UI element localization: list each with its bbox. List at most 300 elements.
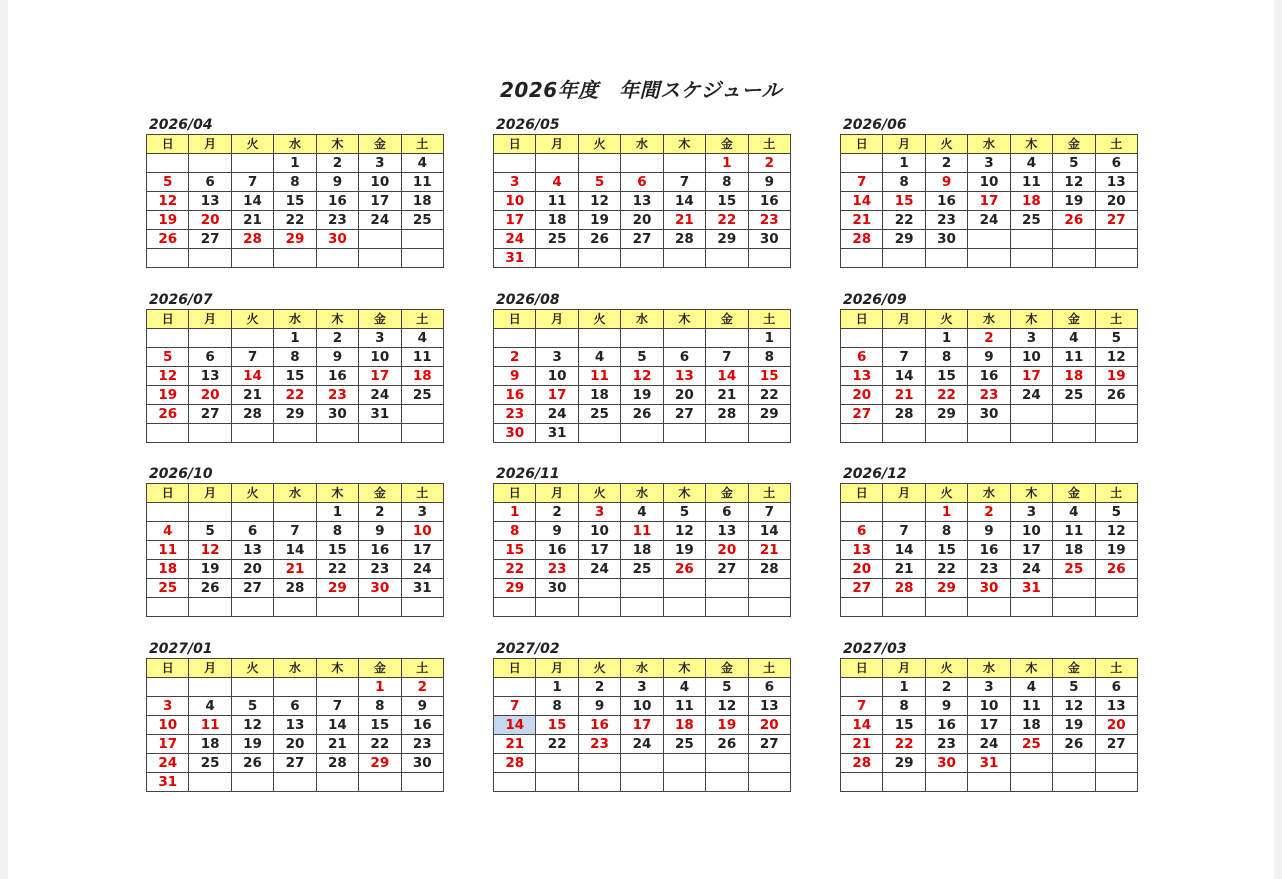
day-cell[interactable]: 8 [883,697,925,716]
day-cell[interactable]: 29 [883,230,925,249]
day-cell[interactable]: 19 [621,386,663,405]
day-cell[interactable]: 7 [316,697,358,716]
day-cell[interactable]: 25 [189,754,231,773]
day-cell[interactable]: 16 [925,716,967,735]
day-cell[interactable]: 25 [578,405,620,424]
day-cell[interactable]: 30 [316,230,358,249]
day-cell[interactable]: 7 [663,173,705,192]
day-cell[interactable]: 1 [925,503,967,522]
day-cell[interactable]: 10 [147,716,189,735]
day-cell[interactable]: 10 [1010,522,1052,541]
day-cell[interactable]: 13 [621,192,663,211]
day-cell[interactable]: 1 [925,329,967,348]
day-cell[interactable]: 18 [1010,192,1052,211]
day-cell[interactable]: 30 [359,579,401,598]
day-cell[interactable]: 4 [1010,678,1052,697]
day-cell[interactable]: 17 [968,192,1010,211]
day-cell[interactable]: 15 [274,192,316,211]
day-cell[interactable]: 12 [1095,348,1137,367]
day-cell[interactable]: 21 [663,211,705,230]
day-cell[interactable]: 17 [401,541,443,560]
day-cell[interactable]: 27 [748,735,790,754]
day-cell[interactable]: 30 [748,230,790,249]
day-cell[interactable]: 4 [147,522,189,541]
day-cell[interactable]: 6 [1095,154,1137,173]
day-cell[interactable]: 14 [748,522,790,541]
day-cell[interactable]: 14 [706,367,748,386]
day-cell[interactable]: 17 [968,716,1010,735]
day-cell[interactable]: 25 [401,211,443,230]
day-cell[interactable]: 8 [536,697,578,716]
day-cell[interactable]: 17 [147,735,189,754]
day-cell[interactable]: 1 [274,154,316,173]
day-cell[interactable]: 18 [147,560,189,579]
day-cell[interactable]: 29 [359,754,401,773]
day-cell[interactable]: 11 [621,522,663,541]
day-cell[interactable]: 26 [189,579,231,598]
day-cell[interactable]: 27 [1095,211,1137,230]
day-cell[interactable]: 17 [1010,367,1052,386]
day-cell[interactable]: 22 [274,211,316,230]
day-cell[interactable]: 26 [1053,735,1095,754]
day-cell[interactable]: 21 [841,735,883,754]
day-cell[interactable]: 11 [536,192,578,211]
day-cell[interactable]: 3 [536,348,578,367]
day-cell[interactable]: 5 [1053,678,1095,697]
day-cell[interactable]: 4 [621,503,663,522]
day-cell[interactable]: 12 [706,697,748,716]
day-cell[interactable]: 4 [578,348,620,367]
day-cell[interactable]: 24 [968,735,1010,754]
day-cell[interactable]: 31 [359,405,401,424]
day-cell[interactable]: 10 [536,367,578,386]
day-cell[interactable]: 9 [578,697,620,716]
day-cell[interactable]: 17 [621,716,663,735]
day-cell[interactable]: 31 [147,773,189,792]
day-cell[interactable]: 18 [578,386,620,405]
day-cell[interactable]: 26 [621,405,663,424]
day-cell[interactable]: 9 [316,348,358,367]
day-cell[interactable]: 29 [925,405,967,424]
day-cell[interactable]: 22 [883,211,925,230]
day-cell[interactable]: 8 [274,173,316,192]
day-cell[interactable]: 21 [316,735,358,754]
day-cell[interactable]: 28 [883,579,925,598]
day-cell[interactable]: 9 [748,173,790,192]
day-cell[interactable]: 7 [883,522,925,541]
day-cell[interactable]: 8 [494,522,536,541]
day-cell[interactable]: 26 [663,560,705,579]
day-cell[interactable]: 28 [663,230,705,249]
day-cell[interactable]: 1 [274,329,316,348]
day-cell[interactable]: 25 [536,230,578,249]
day-cell[interactable]: 21 [883,386,925,405]
day-cell[interactable]: 29 [925,579,967,598]
day-cell[interactable]: 19 [189,560,231,579]
day-cell[interactable]: 5 [1053,154,1095,173]
day-cell[interactable]: 2 [578,678,620,697]
day-cell[interactable]: 25 [1010,735,1052,754]
day-cell[interactable]: 17 [536,386,578,405]
day-cell[interactable]: 12 [231,716,273,735]
day-cell[interactable]: 2 [316,154,358,173]
day-cell[interactable]: 20 [841,386,883,405]
day-cell[interactable]: 17 [494,211,536,230]
day-cell[interactable]: 22 [925,386,967,405]
day-cell[interactable]: 16 [578,716,620,735]
day-cell[interactable]: 28 [494,754,536,773]
day-cell[interactable]: 12 [578,192,620,211]
day-cell[interactable]: 5 [147,348,189,367]
day-cell[interactable]: 31 [494,249,536,268]
day-cell[interactable]: 3 [621,678,663,697]
day-cell[interactable]: 5 [1095,503,1137,522]
day-cell[interactable]: 12 [621,367,663,386]
day-cell[interactable]: 5 [147,173,189,192]
day-cell[interactable]: 1 [536,678,578,697]
day-cell[interactable]: 2 [968,503,1010,522]
day-cell[interactable]: 11 [401,348,443,367]
day-cell[interactable]: 20 [841,560,883,579]
day-cell[interactable]: 18 [401,367,443,386]
day-cell[interactable]: 19 [147,386,189,405]
day-cell[interactable]: 27 [1095,735,1137,754]
day-cell[interactable]: 18 [1053,541,1095,560]
day-cell[interactable]: 14 [274,541,316,560]
day-cell[interactable]: 6 [748,678,790,697]
day-cell[interactable]: 23 [748,211,790,230]
day-cell[interactable]: 3 [147,697,189,716]
day-cell[interactable]: 9 [968,522,1010,541]
day-cell[interactable]: 24 [494,230,536,249]
day-cell[interactable]: 11 [147,541,189,560]
day-cell[interactable]: 18 [1053,367,1095,386]
day-cell[interactable]: 22 [316,560,358,579]
day-cell[interactable]: 23 [925,211,967,230]
day-cell[interactable]: 6 [841,522,883,541]
day-cell[interactable]: 22 [274,386,316,405]
day-cell[interactable]: 20 [663,386,705,405]
day-cell[interactable]: 14 [883,367,925,386]
day-cell[interactable]: 25 [147,579,189,598]
day-cell[interactable]: 3 [494,173,536,192]
day-cell[interactable]: 24 [359,386,401,405]
day-cell[interactable]: 14 [883,541,925,560]
day-cell[interactable]: 4 [536,173,578,192]
day-cell[interactable]: 23 [536,560,578,579]
day-cell[interactable]: 14 [663,192,705,211]
day-cell[interactable]: 28 [231,405,273,424]
day-cell[interactable]: 8 [748,348,790,367]
day-cell[interactable]: 5 [1095,329,1137,348]
day-cell[interactable]: 15 [883,716,925,735]
day-cell[interactable]: 25 [1053,386,1095,405]
day-cell[interactable]: 4 [1053,329,1095,348]
day-cell[interactable]: 24 [536,405,578,424]
day-cell[interactable]: 30 [968,405,1010,424]
day-cell[interactable]: 6 [1095,678,1137,697]
day-cell[interactable]: 27 [621,230,663,249]
day-cell[interactable]: 9 [316,173,358,192]
day-cell[interactable]: 22 [748,386,790,405]
day-cell[interactable]: 21 [841,211,883,230]
day-cell[interactable]: 28 [706,405,748,424]
day-cell[interactable]: 24 [621,735,663,754]
day-cell[interactable]: 15 [925,541,967,560]
day-cell[interactable]: 13 [274,716,316,735]
day-cell[interactable]: 6 [706,503,748,522]
day-cell[interactable]: 10 [401,522,443,541]
day-cell[interactable]: 12 [663,522,705,541]
day-cell[interactable]: 31 [968,754,1010,773]
day-cell[interactable]: 23 [968,560,1010,579]
day-cell[interactable]: 9 [925,173,967,192]
day-cell[interactable]: 3 [359,329,401,348]
day-cell[interactable]: 4 [401,329,443,348]
day-cell[interactable]: 28 [841,754,883,773]
day-cell[interactable]: 30 [925,230,967,249]
day-cell[interactable]: 31 [536,424,578,443]
day-cell[interactable]: 11 [189,716,231,735]
day-cell[interactable]: 14 [231,192,273,211]
day-cell[interactable]: 4 [189,697,231,716]
day-cell[interactable]: 19 [231,735,273,754]
day-cell[interactable]: 4 [663,678,705,697]
day-cell[interactable]: 28 [841,230,883,249]
day-cell[interactable]: 29 [274,405,316,424]
day-cell[interactable]: 15 [316,541,358,560]
day-cell[interactable]: 18 [1010,716,1052,735]
day-cell[interactable]: 24 [1010,560,1052,579]
day-cell[interactable]: 30 [401,754,443,773]
day-cell[interactable]: 20 [274,735,316,754]
day-cell[interactable]: 31 [1010,579,1052,598]
day-cell[interactable]: 13 [1095,173,1137,192]
day-cell[interactable]: 23 [494,405,536,424]
day-cell[interactable]: 23 [316,386,358,405]
day-cell[interactable]: 22 [706,211,748,230]
day-cell[interactable]: 12 [1053,173,1095,192]
day-cell[interactable]: 30 [968,579,1010,598]
day-cell[interactable]: 1 [883,154,925,173]
day-cell[interactable]: 2 [494,348,536,367]
day-cell[interactable]: 11 [1010,697,1052,716]
day-cell[interactable]: 20 [189,211,231,230]
day-cell[interactable]: 28 [231,230,273,249]
day-cell[interactable]: 26 [231,754,273,773]
day-cell[interactable]: 22 [925,560,967,579]
day-cell[interactable]: 18 [401,192,443,211]
day-cell[interactable]: 19 [1053,192,1095,211]
day-cell[interactable]: 8 [925,522,967,541]
day-cell[interactable]: 16 [536,541,578,560]
day-cell[interactable]: 23 [968,386,1010,405]
day-cell[interactable]: 13 [231,541,273,560]
day-cell[interactable]: 26 [1095,560,1137,579]
day-cell[interactable]: 21 [748,541,790,560]
day-cell[interactable]: 5 [621,348,663,367]
day-cell[interactable]: 27 [274,754,316,773]
day-cell[interactable]: 24 [359,211,401,230]
day-cell[interactable]: 28 [883,405,925,424]
day-cell[interactable]: 2 [401,678,443,697]
day-cell[interactable]: 18 [663,716,705,735]
day-cell[interactable]: 26 [578,230,620,249]
day-cell[interactable]: 9 [359,522,401,541]
day-cell[interactable]: 13 [748,697,790,716]
day-cell[interactable]: 22 [494,560,536,579]
day-cell[interactable]: 30 [536,579,578,598]
day-cell[interactable]: 15 [359,716,401,735]
day-cell[interactable]: 12 [1095,522,1137,541]
day-cell[interactable]: 27 [189,405,231,424]
day-cell[interactable]: 16 [316,192,358,211]
day-cell[interactable]: 16 [748,192,790,211]
day-cell[interactable]: 15 [274,367,316,386]
day-cell[interactable]: 28 [274,579,316,598]
day-cell[interactable]: 17 [1010,541,1052,560]
day-cell[interactable]: 10 [359,173,401,192]
day-cell[interactable]: 23 [359,560,401,579]
day-cell[interactable]: 7 [748,503,790,522]
day-cell[interactable]: 21 [231,211,273,230]
day-cell[interactable]: 3 [968,678,1010,697]
day-cell[interactable]: 28 [748,560,790,579]
day-cell[interactable]: 2 [536,503,578,522]
day-cell[interactable]: 10 [621,697,663,716]
day-cell[interactable]: 18 [536,211,578,230]
day-cell[interactable]: 9 [968,348,1010,367]
day-cell[interactable]: 11 [578,367,620,386]
day-cell[interactable]: 22 [359,735,401,754]
day-cell[interactable]: 28 [316,754,358,773]
day-cell[interactable]: 8 [359,697,401,716]
day-cell[interactable]: 26 [1053,211,1095,230]
day-cell[interactable]: 15 [494,541,536,560]
day-cell[interactable]: 3 [578,503,620,522]
day-cell[interactable]: 6 [621,173,663,192]
day-cell[interactable]: 7 [883,348,925,367]
day-cell[interactable]: 21 [494,735,536,754]
day-cell[interactable]: 8 [316,522,358,541]
day-cell[interactable]: 25 [1010,211,1052,230]
day-cell[interactable]: 27 [189,230,231,249]
day-cell[interactable]: 7 [841,173,883,192]
day-cell[interactable]: 10 [359,348,401,367]
day-cell[interactable]: 29 [706,230,748,249]
day-cell[interactable]: 16 [316,367,358,386]
day-cell[interactable]: 27 [231,579,273,598]
day-cell[interactable]: 16 [968,367,1010,386]
day-cell[interactable]: 2 [925,154,967,173]
day-cell[interactable]: 30 [925,754,967,773]
day-cell[interactable]: 4 [1010,154,1052,173]
day-cell[interactable]: 7 [274,522,316,541]
day-cell[interactable]: 10 [968,173,1010,192]
day-cell[interactable]: 8 [883,173,925,192]
day-cell[interactable]: 29 [494,579,536,598]
day-cell[interactable]: 17 [578,541,620,560]
day-cell[interactable]: 31 [401,579,443,598]
day-cell[interactable]: 25 [663,735,705,754]
day-cell[interactable]: 23 [401,735,443,754]
day-cell[interactable]: 16 [401,716,443,735]
day-cell[interactable]: 8 [274,348,316,367]
day-cell[interactable]: 10 [1010,348,1052,367]
day-cell[interactable]: 14 [316,716,358,735]
day-cell[interactable]: 20 [189,386,231,405]
day-cell[interactable]: 2 [968,329,1010,348]
day-cell[interactable]: 6 [663,348,705,367]
day-cell[interactable]: 3 [1010,503,1052,522]
day-cell[interactable]: 11 [1053,522,1095,541]
day-cell[interactable]: 27 [841,405,883,424]
day-cell[interactable]: 12 [147,192,189,211]
day-cell[interactable]: 7 [231,348,273,367]
day-cell[interactable]: 29 [883,754,925,773]
day-cell[interactable]: 12 [1053,697,1095,716]
day-cell[interactable]: 16 [968,541,1010,560]
day-cell[interactable]: 20 [1095,716,1137,735]
day-cell[interactable]: 12 [189,541,231,560]
day-cell[interactable]: 30 [316,405,358,424]
day-cell[interactable]: 24 [147,754,189,773]
day-cell[interactable]: 12 [147,367,189,386]
day-cell[interactable]: 13 [1095,697,1137,716]
day-cell[interactable]: 14 [231,367,273,386]
day-cell[interactable]: 7 [706,348,748,367]
day-cell[interactable]: 6 [189,173,231,192]
day-cell[interactable]: 26 [147,230,189,249]
day-cell[interactable]: 1 [706,154,748,173]
day-cell[interactable]: 9 [401,697,443,716]
day-cell[interactable]: 13 [663,367,705,386]
day-cell[interactable]: 6 [231,522,273,541]
day-cell[interactable]: 4 [401,154,443,173]
day-cell[interactable]: 18 [621,541,663,560]
day-cell[interactable]: 20 [748,716,790,735]
day-cell[interactable]: 23 [316,211,358,230]
day-cell[interactable]: 13 [841,541,883,560]
day-cell[interactable]: 9 [925,697,967,716]
day-cell[interactable]: 2 [359,503,401,522]
day-cell[interactable]: 15 [925,367,967,386]
day-cell[interactable]: 5 [578,173,620,192]
day-cell[interactable]: 25 [621,560,663,579]
day-cell[interactable]: 19 [1053,716,1095,735]
day-cell[interactable]: 19 [578,211,620,230]
day-cell[interactable]: 8 [706,173,748,192]
day-cell[interactable]: 1 [883,678,925,697]
day-cell[interactable]: 23 [578,735,620,754]
day-cell[interactable]: 7 [841,697,883,716]
day-cell[interactable]: 29 [316,579,358,598]
day-cell[interactable]: 29 [748,405,790,424]
day-cell[interactable]: 24 [968,211,1010,230]
day-cell[interactable]: 6 [841,348,883,367]
day-cell[interactable]: 3 [968,154,1010,173]
day-cell[interactable]: 6 [189,348,231,367]
day-cell[interactable]: 27 [841,579,883,598]
day-cell[interactable]: 14 [841,716,883,735]
day-cell[interactable]: 13 [706,522,748,541]
day-cell[interactable]: 3 [1010,329,1052,348]
day-cell[interactable]: 15 [536,716,578,735]
day-cell[interactable]: 19 [706,716,748,735]
day-cell[interactable]: 19 [147,211,189,230]
day-cell[interactable]: 25 [1053,560,1095,579]
day-cell[interactable]: 1 [748,329,790,348]
